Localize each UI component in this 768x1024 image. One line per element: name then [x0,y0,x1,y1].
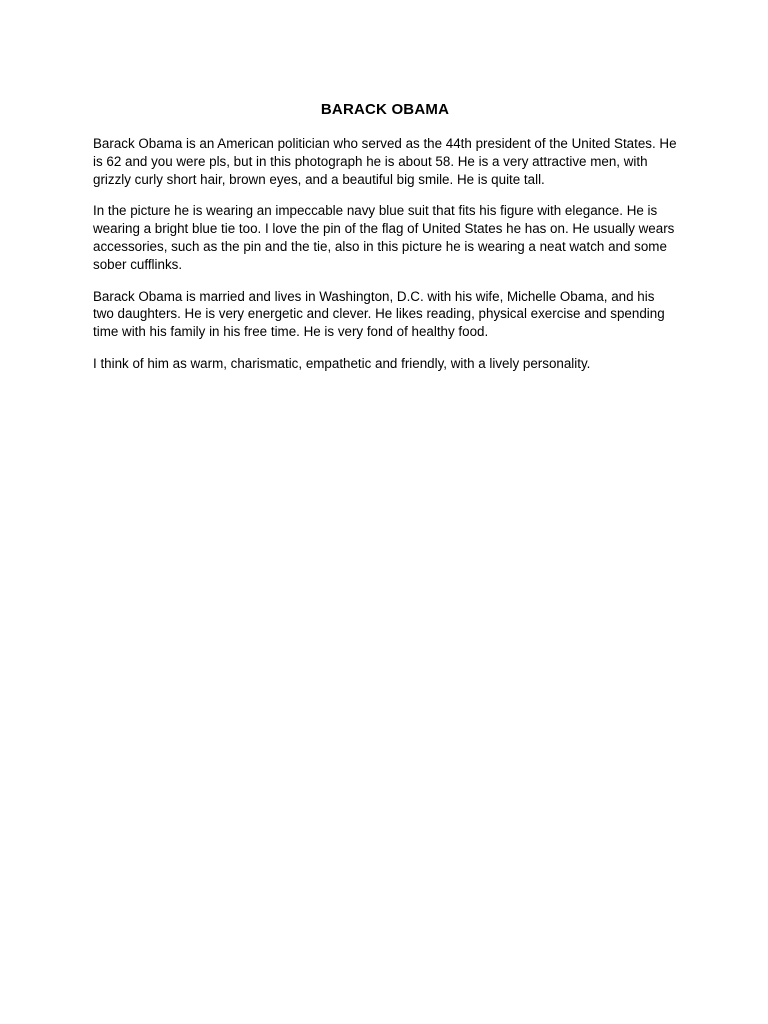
paragraph-2: In the picture he is wearing an impeccable navy blue suit that fits his figure with elegance. He is wearing a bright blue tie too. I love the pin of the flag of United States he has on. He usually wears accessories, such as the pin and the tie, also in this picture he is wearing a neat watch and some sober cufflinks. [93,203,675,272]
paragraph-4: I think of him as warm, charismatic, empathetic and friendly, with a lively personality. [93,355,591,371]
paragraph-1: Barack Obama is an American politician who served as the 44th president of the United States. He is 62 and you were pls, but in this photograph he is about 58. He is a very attractive men, with grizzly curly short hair, brown eyes, and a beautiful big smile. He is quite tall. [93,136,677,187]
paragraph-3: Barack Obama is married and lives in Washington, D.C. with his wife, Michelle Obama, and his two daughters. He is very energetic and clever. He likes reading, physical exercise and spending time with his family in his free time. He is very fond of healthy food. [93,288,665,340]
document-title: BARACK OBAMA [320,101,450,118]
document-body [93,100,677,387]
